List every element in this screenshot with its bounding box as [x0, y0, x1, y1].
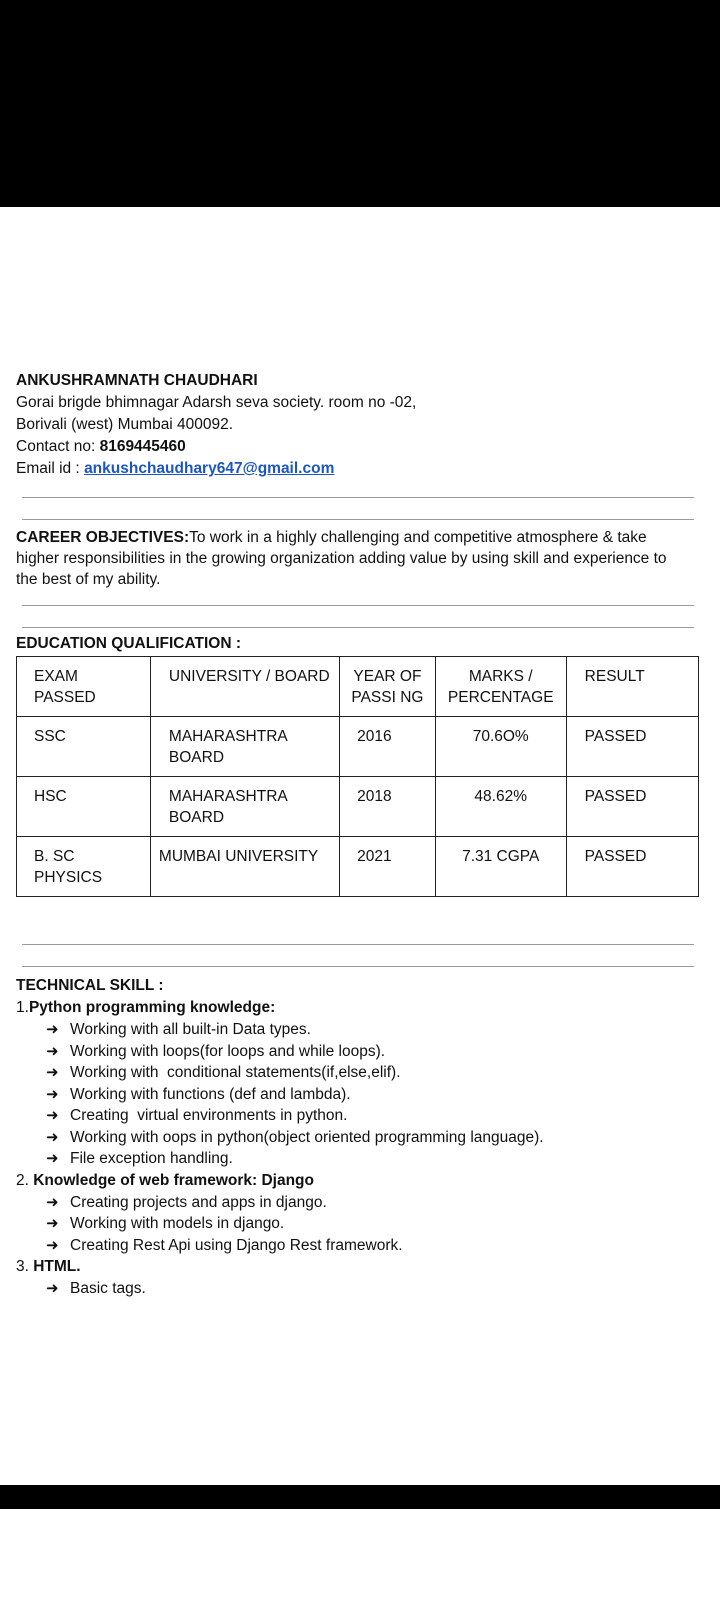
skills-title: TECHNICAL SKILL :	[16, 977, 164, 994]
list-item	[46, 1192, 696, 1214]
skill-list	[16, 1192, 696, 1257]
list-item-text: Basic tags.	[70, 1280, 146, 1297]
skill-group-heading: HTML.	[33, 1258, 81, 1275]
list-item	[46, 1041, 696, 1063]
skill-group-number: 3.	[16, 1258, 34, 1275]
top-status-bar	[0, 0, 720, 207]
career-objectives	[16, 527, 686, 590]
list-item-text: Working with conditional statements(if,else,elif).	[70, 1064, 401, 1081]
address-line-1: Gorai brigde bhimnagar Adarsh seva society. room no -02,	[16, 394, 417, 411]
header-cell: UNIVERSITY / BOARD	[150, 657, 339, 717]
skill-group-number: 2.	[16, 1171, 34, 1189]
skill-group-number: 1.	[16, 999, 29, 1016]
contact-line	[16, 436, 696, 458]
list-item-text: Creating Rest Api using Django Rest framework.	[70, 1236, 403, 1254]
technical-skills	[16, 975, 696, 1300]
table-cell: HSC	[17, 777, 151, 837]
header-cell: EXAM PASSED	[17, 657, 151, 717]
email-line	[16, 458, 696, 480]
skill-group-heading: Knowledge of web framework: Django	[33, 1171, 314, 1189]
table-cell: 7.31 CGPA	[435, 837, 566, 897]
list-item-text: Creating virtual environments in python.	[70, 1107, 348, 1124]
arrow-icon: ➜	[46, 1107, 59, 1124]
contact-block	[16, 370, 696, 480]
table-cell: PASSED	[566, 837, 698, 897]
list-item	[46, 1148, 696, 1170]
list-item-text: File exception handling.	[70, 1150, 233, 1167]
list-item	[46, 1278, 696, 1300]
list-item-text: Working with loops(for loops and while loops).	[70, 1042, 386, 1060]
email-link[interactable]: ankushchaudhary647@gmail.com	[84, 460, 335, 477]
skill-group-title	[16, 1170, 696, 1192]
table-cell: SSC	[17, 717, 151, 777]
career-text: To work in a highly challenging and competitive atmosphere & take higher responsibilities in the growing organization adding value by using skill and experience to the best of my ability.	[16, 529, 667, 588]
table-cell: 2018	[340, 777, 436, 837]
email-label: Email id :	[16, 460, 85, 477]
table-cell: PASSED	[566, 777, 698, 837]
skill-list	[16, 1019, 696, 1170]
divider	[22, 627, 694, 628]
table-cell: 70.6O%	[435, 717, 566, 777]
arrow-icon: ➜	[46, 1236, 59, 1254]
list-item-text: Working with all built-in Data types.	[70, 1021, 311, 1038]
skill-group-title	[16, 1256, 696, 1278]
table-row	[17, 777, 699, 837]
arrow-icon: ➜	[46, 1042, 59, 1060]
divider	[22, 605, 694, 606]
address-line-2: Borivali (west) Mumbai 400092.	[16, 416, 234, 433]
table-cell: 2016	[340, 717, 436, 777]
table-cell: PASSED	[566, 717, 698, 777]
arrow-icon: ➜	[46, 1150, 59, 1167]
list-item	[46, 1127, 696, 1149]
table-header-row	[17, 657, 699, 717]
contact-number: 8169445460	[99, 438, 186, 455]
table-cell: 48.62%	[435, 777, 566, 837]
table-cell: MUMBAI UNIVERSITY	[150, 837, 339, 897]
arrow-icon: ➜	[46, 1128, 59, 1146]
divider	[22, 519, 694, 520]
skill-group-title	[16, 997, 696, 1019]
header-cell: MARKS / PERCENTAGE	[435, 657, 566, 717]
list-item	[46, 1084, 696, 1106]
table-cell: B. SC PHYSICS	[17, 837, 151, 897]
table-row	[17, 717, 699, 777]
header-cell: YEAR OF PASSI NG	[340, 657, 436, 717]
table-row	[17, 837, 699, 897]
skill-group-heading: Python programming knowledge:	[28, 999, 276, 1016]
divider	[22, 966, 694, 967]
contact-label: Contact no:	[16, 438, 100, 455]
education-table	[16, 656, 699, 897]
table-cell: MAHARASHTRA BOARD	[150, 777, 339, 837]
education-title: EDUCATION QUALIFICATION :	[16, 635, 242, 652]
arrow-icon: ➜	[46, 1085, 59, 1103]
bottom-nav-bar	[0, 1485, 720, 1509]
header-cell: RESULT	[566, 657, 698, 717]
list-item	[46, 1235, 696, 1257]
divider	[22, 497, 694, 498]
list-item-text: Working with oops in python(object oriented programming language).	[70, 1128, 544, 1146]
table-cell: MAHARASHTRA BOARD	[150, 717, 339, 777]
list-item	[46, 1105, 696, 1127]
arrow-icon: ➜	[46, 1215, 59, 1232]
divider	[22, 944, 694, 945]
candidate-name: ANKUSHRAMNATH CHAUDHARI	[16, 372, 258, 389]
arrow-icon: ➜	[46, 1280, 59, 1297]
arrow-icon: ➜	[46, 1064, 59, 1081]
arrow-icon: ➜	[46, 1021, 59, 1038]
list-item-text: Creating projects and apps in django.	[70, 1193, 327, 1211]
list-item	[46, 1213, 696, 1235]
career-label: CAREER OBJECTIVES:	[16, 529, 190, 546]
list-item-text: Working with functions (def and lambda).	[70, 1085, 351, 1103]
list-item	[46, 1019, 696, 1041]
list-item-text: Working with models in django.	[70, 1215, 285, 1232]
table-cell: 2021	[340, 837, 436, 897]
list-item	[46, 1062, 696, 1084]
skill-list	[16, 1278, 696, 1300]
arrow-icon: ➜	[46, 1193, 59, 1211]
